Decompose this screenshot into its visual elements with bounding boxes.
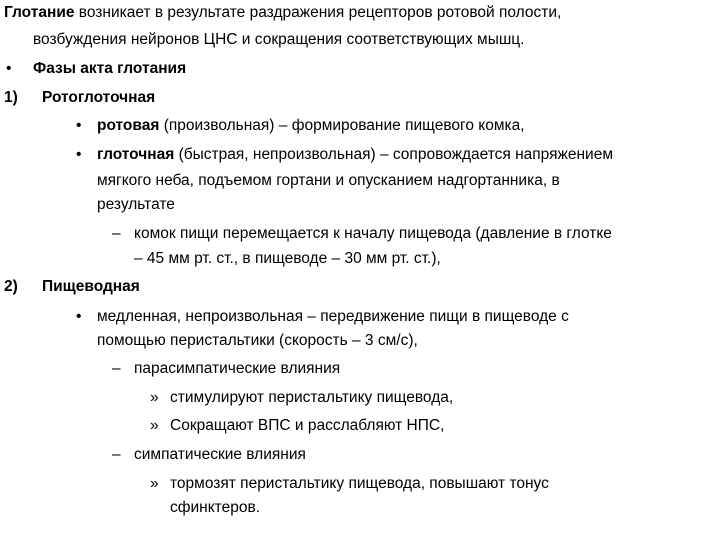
intro-line-1 <box>4 2 561 23</box>
bolus-line-1: комок пищи перемещается к началу пищевода (давление в глотке <box>134 225 612 242</box>
symp-item-1-line-1: тормозят перистальтику пищевода, повышают тонус <box>170 475 549 492</box>
pharyngeal-line-2: мягкого неба, подъемом гортани и опусканием надгортанника, в <box>97 172 560 189</box>
pharyngeal-term: глоточная <box>97 146 175 163</box>
sympathetic-heading: симпатические влияния <box>134 446 306 463</box>
desc-line-2: помощью перистальтики (скорость – 3 см/с), <box>97 332 418 349</box>
para-item-2: Сокращают ВПС и расслабляют НПС, <box>170 417 445 434</box>
para-item-1-arrow: » <box>150 389 159 406</box>
phases-bullet: • <box>6 60 12 77</box>
phase2-title <box>42 276 140 297</box>
parasympathetic-heading: парасимпатические влияния <box>134 360 341 377</box>
bolus-dash: – <box>112 225 121 242</box>
phases-heading-text: Фазы акта глотания <box>33 60 187 77</box>
sympathetic-dash: – <box>112 446 121 463</box>
para-item-1: стимулируют перистальтику пищевода, <box>170 389 454 406</box>
pharyngeal-bullet: • <box>76 146 82 163</box>
oral-line <box>97 115 525 136</box>
phase1-title-text: Ротоглоточная <box>42 89 156 106</box>
symp-item-1-arrow: » <box>150 475 159 492</box>
oral-bullet: • <box>76 117 82 134</box>
phase2-number-text: 2) <box>4 278 18 295</box>
pharyngeal-text-1: (быстрая, непроизвольная) – сопровождается напряжением <box>174 146 613 163</box>
para-item-2-arrow: » <box>150 417 159 434</box>
phases-heading <box>33 58 186 79</box>
oral-text: (произвольная) – формирование пищевого комка, <box>159 117 525 134</box>
oral-term: ротовая <box>97 117 160 134</box>
bolus-line-2: – 45 мм рт. ст., в пищеводе – 30 мм рт. ст.), <box>134 250 441 267</box>
intro-term: Глотание <box>4 4 75 21</box>
phase2-title-text: Пищеводная <box>42 278 140 295</box>
intro-line-2: возбуждения нейронов ЦНС и сокращения соответствующих мышц. <box>33 31 525 48</box>
intro-text-1: возникает в результате раздражения рецепторов ротовой полости, <box>74 4 562 21</box>
phase1-number <box>4 87 18 108</box>
desc-line-1: медленная, непроизвольная – передвижение пищи в пищеводе с <box>97 308 569 325</box>
phase2-number <box>4 276 18 297</box>
phase1-number-text: 1) <box>4 89 18 106</box>
parasympathetic-dash: – <box>112 360 121 377</box>
desc-bullet: • <box>76 308 82 325</box>
pharyngeal-line-3: результате <box>97 196 175 213</box>
phase1-title <box>42 87 155 108</box>
symp-item-1-line-2: сфинктеров. <box>170 499 261 516</box>
pharyngeal-line-1 <box>97 144 613 165</box>
